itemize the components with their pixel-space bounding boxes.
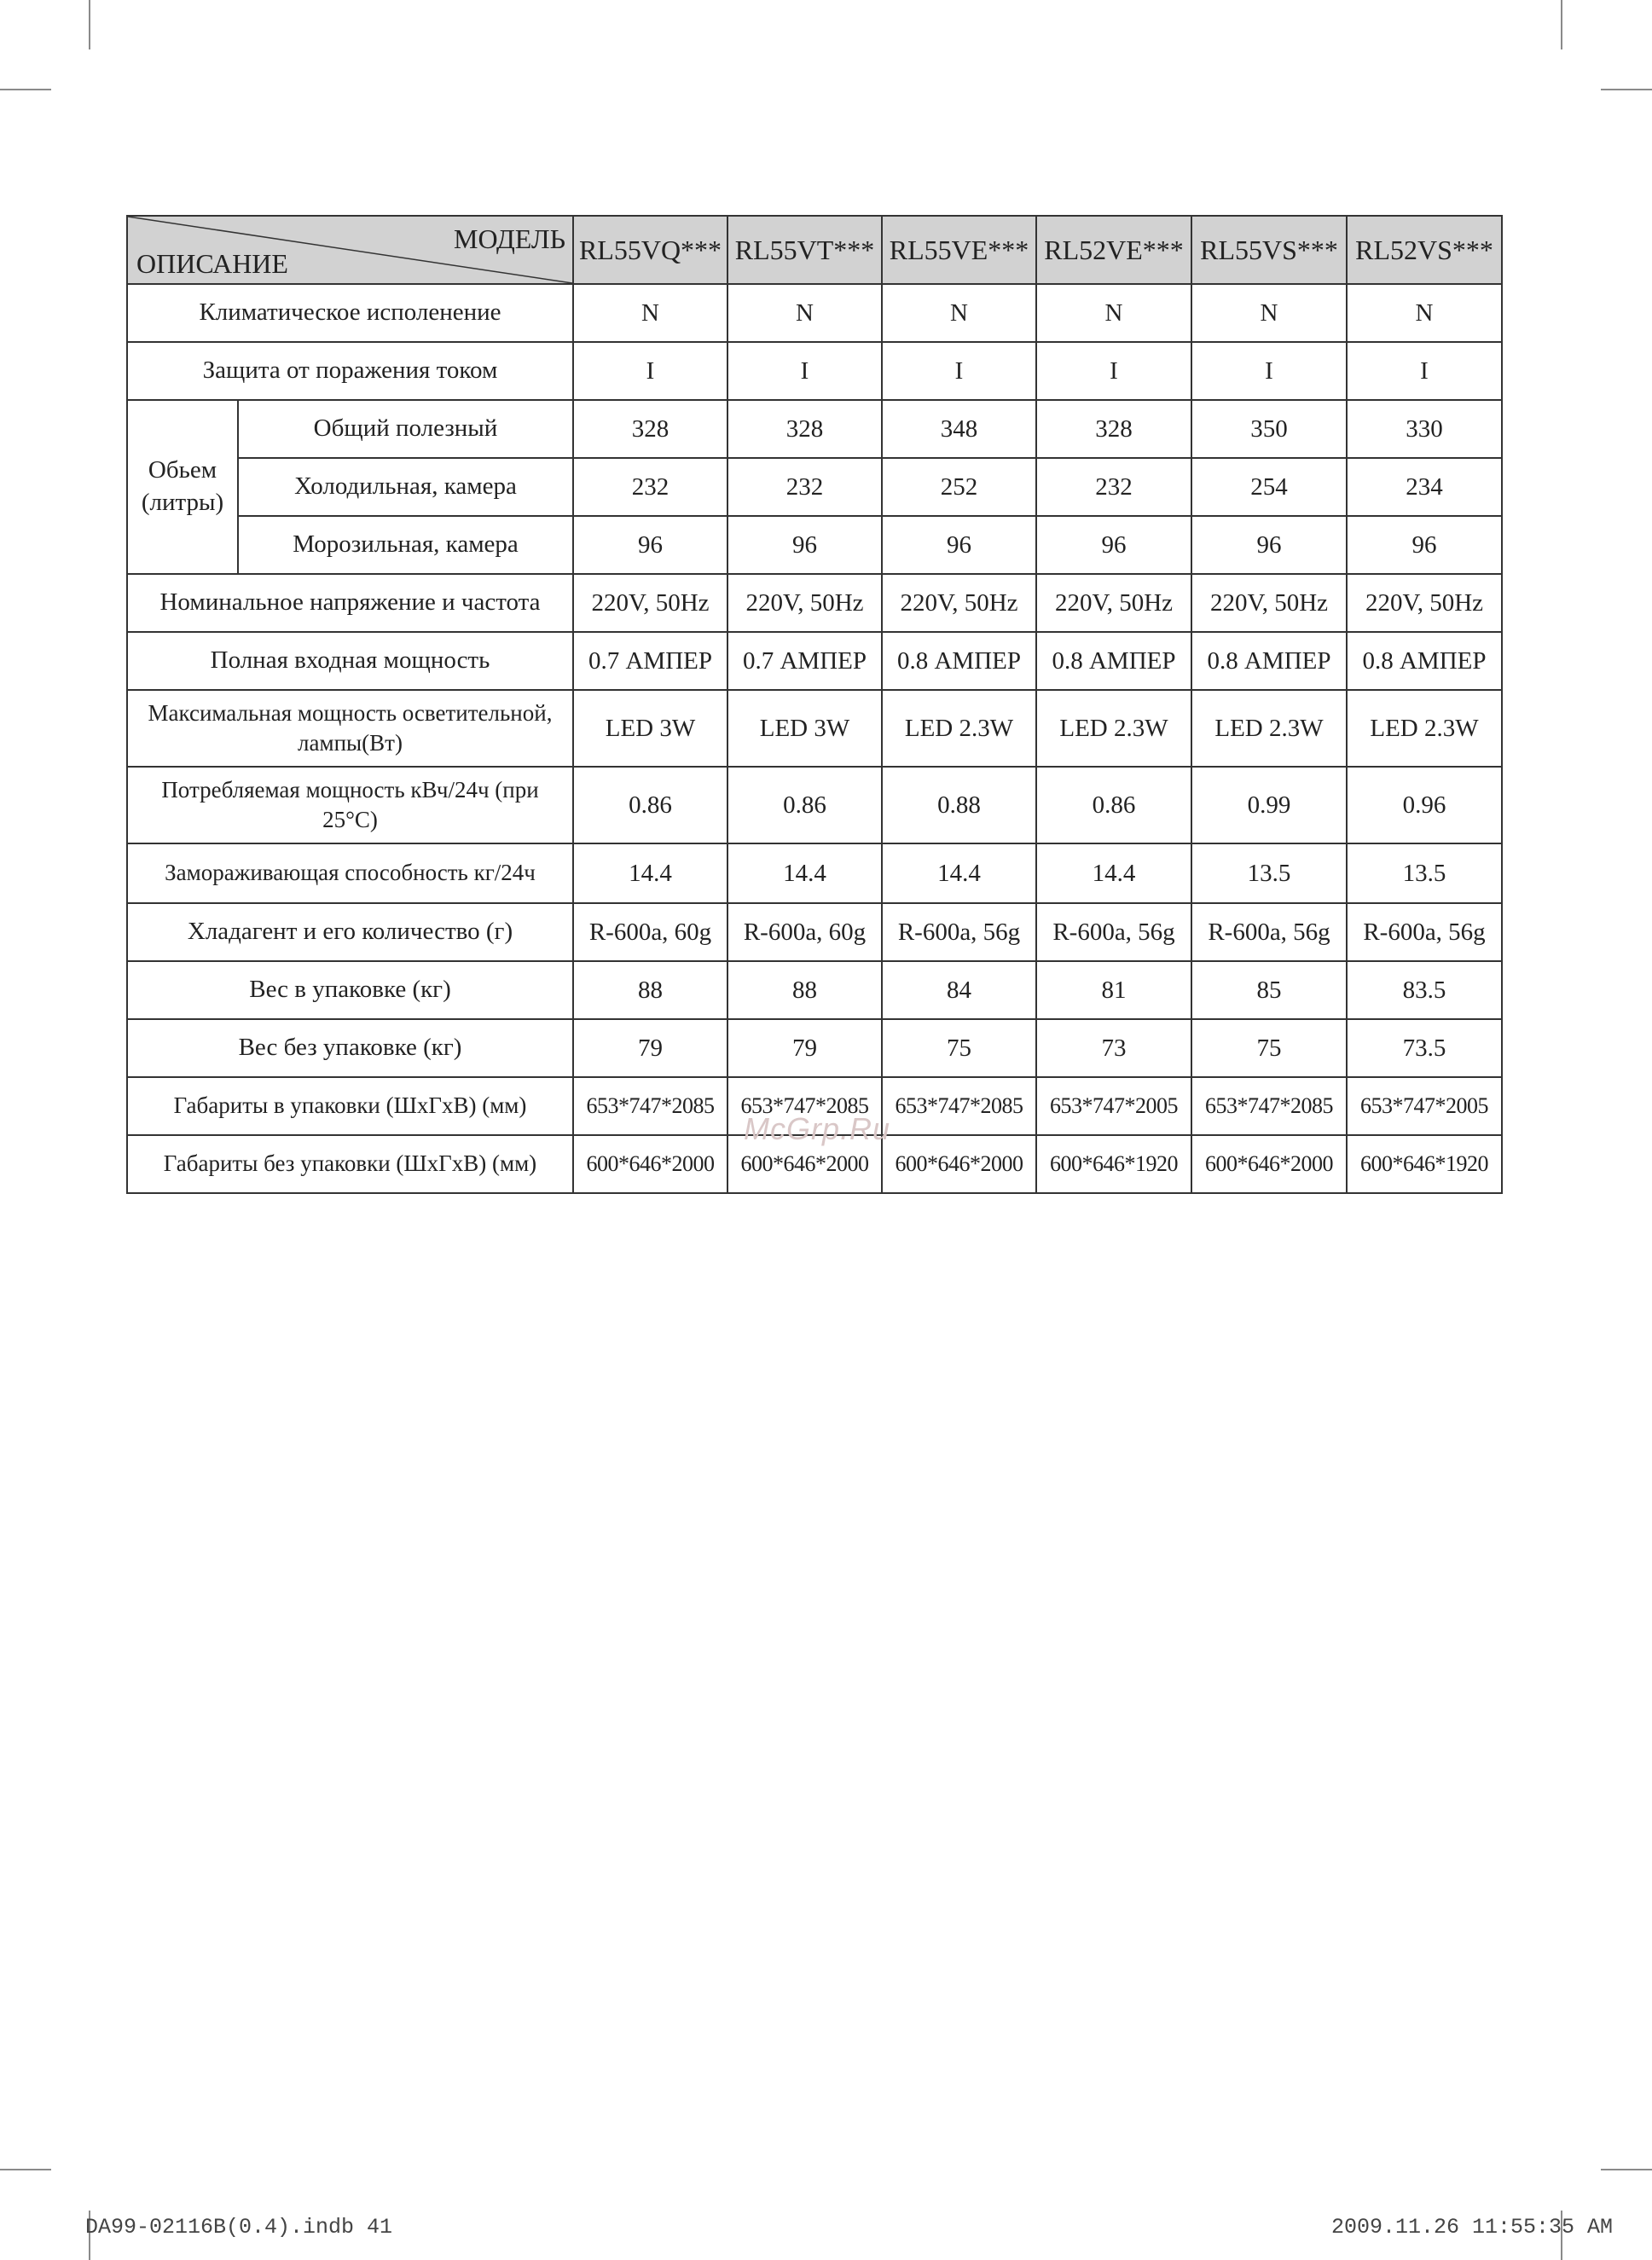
footer-file-label: DA99-02116B(0.4).indb 41 [85, 2215, 393, 2240]
table-cell: 600*646*2000 [1191, 1135, 1347, 1193]
table-cell: 0.99 [1191, 767, 1347, 843]
table-cell: 14.4 [1036, 843, 1191, 903]
table-row [127, 690, 1502, 767]
table-cell: 0.96 [1347, 767, 1502, 843]
table-cell: R-600a, 56g [1347, 903, 1502, 961]
table-cell: 96 [882, 516, 1036, 574]
table-cell: LED 2.3W [1191, 690, 1347, 767]
table-cell: 600*646*1920 [1036, 1135, 1191, 1193]
table-cell: I [1036, 342, 1191, 400]
table-cell: 85 [1191, 961, 1347, 1019]
table-cell: N [727, 284, 882, 342]
table-cell: 0.8 АМПЕР [882, 632, 1036, 690]
table-cell: I [573, 342, 727, 400]
table-cell: 0.88 [882, 767, 1036, 843]
table-cell: 653*747*2085 [882, 1077, 1036, 1135]
table-cell: 220V, 50Hz [1347, 574, 1502, 632]
watermark: McGrp.Ru [744, 1111, 891, 1146]
model-header: RL55VT*** [727, 216, 882, 284]
table-row [127, 767, 1502, 843]
table-cell: 75 [882, 1019, 1036, 1077]
table-cell: 0.8 АМПЕР [1036, 632, 1191, 690]
table-cell: 96 [1347, 516, 1502, 574]
table-cell: 14.4 [573, 843, 727, 903]
table-row [127, 342, 1502, 400]
crop-mark [0, 89, 51, 90]
table-row [127, 903, 1502, 961]
table-cell: 79 [727, 1019, 882, 1077]
table-cell: 0.8 АМПЕР [1347, 632, 1502, 690]
model-label: МОДЕЛЬ [454, 223, 565, 254]
table-cell: 0.86 [573, 767, 727, 843]
row-label: Вес в упаковке (кг) [127, 961, 573, 1019]
table-cell: N [1191, 284, 1347, 342]
table-cell: 96 [573, 516, 727, 574]
crop-mark [0, 2169, 51, 2170]
table-cell: N [882, 284, 1036, 342]
crop-mark [1601, 89, 1652, 90]
table-cell: 0.7 АМПЕР [727, 632, 882, 690]
table-cell: R-600a, 56g [1036, 903, 1191, 961]
corner-cell [127, 216, 573, 284]
table-cell: R-600a, 56g [1191, 903, 1347, 961]
table-cell: 96 [727, 516, 882, 574]
model-header: RL55VE*** [882, 216, 1036, 284]
table-cell: 88 [573, 961, 727, 1019]
table-cell: 14.4 [882, 843, 1036, 903]
table-cell: 232 [573, 458, 727, 516]
model-header: RL52VS*** [1347, 216, 1502, 284]
row-label: Максимальная мощность осветительной, лампы(Вт) [127, 690, 573, 767]
table-cell: 653*747*2005 [1347, 1077, 1502, 1135]
table-cell: 0.7 АМПЕР [573, 632, 727, 690]
table-cell: 96 [1036, 516, 1191, 574]
group-label: Обьем (литры) [127, 400, 238, 574]
row-label: Потребляемая мощность кВч/24ч (при 25°C) [127, 767, 573, 843]
table-cell: LED 2.3W [882, 690, 1036, 767]
table-cell: 220V, 50Hz [882, 574, 1036, 632]
table-cell: 88 [727, 961, 882, 1019]
table-cell: 13.5 [1191, 843, 1347, 903]
table-cell: I [1347, 342, 1502, 400]
table-row [127, 1019, 1502, 1077]
table-cell: I [882, 342, 1036, 400]
table-cell: I [1191, 342, 1347, 400]
table-cell: 653*747*2085 [727, 1077, 882, 1135]
table-cell: 220V, 50Hz [1191, 574, 1347, 632]
table-row [127, 516, 1502, 574]
footer-timestamp: 2009.11.26 11:55:35 AM [1330, 2215, 1613, 2240]
table-cell: 600*646*2000 [727, 1135, 882, 1193]
row-label: Защита от поражения током [127, 342, 573, 400]
table-cell: 81 [1036, 961, 1191, 1019]
table-cell: 653*747*2005 [1036, 1077, 1191, 1135]
table-cell: 350 [1191, 400, 1347, 458]
table-row [127, 843, 1502, 903]
table-cell: N [1347, 284, 1502, 342]
table-cell: 328 [727, 400, 882, 458]
table-cell: 254 [1191, 458, 1347, 516]
table-cell: 96 [1191, 516, 1347, 574]
table-cell: 653*747*2085 [1191, 1077, 1347, 1135]
table-cell: 232 [1036, 458, 1191, 516]
table-cell: 600*646*1920 [1347, 1135, 1502, 1193]
table-cell: 84 [882, 961, 1036, 1019]
model-header: RL52VE*** [1036, 216, 1191, 284]
table-cell: LED 2.3W [1036, 690, 1191, 767]
table-cell: 330 [1347, 400, 1502, 458]
table-cell: 14.4 [727, 843, 882, 903]
table-cell: N [573, 284, 727, 342]
table-cell: 0.86 [1036, 767, 1191, 843]
table-cell: R-600a, 60g [573, 903, 727, 961]
table-row [127, 400, 1502, 458]
description-label: ОПИСАНИЕ [136, 248, 288, 279]
crop-mark [1601, 2169, 1652, 2170]
table-row [127, 632, 1502, 690]
table-cell: 83.5 [1347, 961, 1502, 1019]
table-cell: 73 [1036, 1019, 1191, 1077]
table-row [127, 284, 1502, 342]
table-cell: 600*646*2000 [573, 1135, 727, 1193]
row-label: Замораживающая способность кг/24ч [127, 843, 573, 903]
table-cell: 79 [573, 1019, 727, 1077]
table-cell: R-600a, 60g [727, 903, 882, 961]
row-label: Холодильная, камера [238, 458, 573, 516]
row-label: Номинальное напряжение и частота [127, 574, 573, 632]
row-label: Вес без упаковке (кг) [127, 1019, 573, 1077]
crop-mark [1561, 0, 1562, 49]
table-cell: 348 [882, 400, 1036, 458]
table-row [127, 458, 1502, 516]
table-cell: 328 [573, 400, 727, 458]
table-cell: 220V, 50Hz [727, 574, 882, 632]
table-cell: N [1036, 284, 1191, 342]
table-cell: 653*747*2085 [573, 1077, 727, 1135]
row-label: Хладагент и его количество (г) [127, 903, 573, 961]
row-label: Габариты в упаковки (ШхГхВ) (мм) [127, 1077, 573, 1135]
model-header: RL55VQ*** [573, 216, 727, 284]
table-cell: 0.86 [727, 767, 882, 843]
table-cell: I [727, 342, 882, 400]
table-cell: 13.5 [1347, 843, 1502, 903]
table-cell: 232 [727, 458, 882, 516]
table-cell: LED 3W [573, 690, 727, 767]
row-label: Полная входная мощность [127, 632, 573, 690]
table-cell: 220V, 50Hz [573, 574, 727, 632]
row-label: Общий полезный [238, 400, 573, 458]
crop-mark [89, 0, 90, 49]
table-cell: 234 [1347, 458, 1502, 516]
table-cell: 0.8 АМПЕР [1191, 632, 1347, 690]
table-row [127, 574, 1502, 632]
table-cell: 252 [882, 458, 1036, 516]
table-cell: 75 [1191, 1019, 1347, 1077]
header-row [127, 216, 1502, 284]
table-cell: LED 3W [727, 690, 882, 767]
table-cell: LED 2.3W [1347, 690, 1502, 767]
specification-table [126, 215, 1503, 1194]
table-cell: 73.5 [1347, 1019, 1502, 1077]
table-cell: 328 [1036, 400, 1191, 458]
table-cell: 600*646*2000 [882, 1135, 1036, 1193]
table-cell: R-600a, 56g [882, 903, 1036, 961]
row-label: Морозильная, камера [238, 516, 573, 574]
row-label: Климатическое исполенение [127, 284, 573, 342]
row-label: Габариты без упаковки (ШхГхВ) (мм) [127, 1135, 573, 1193]
table-cell: 220V, 50Hz [1036, 574, 1191, 632]
table-row [127, 961, 1502, 1019]
model-header: RL55VS*** [1191, 216, 1347, 284]
